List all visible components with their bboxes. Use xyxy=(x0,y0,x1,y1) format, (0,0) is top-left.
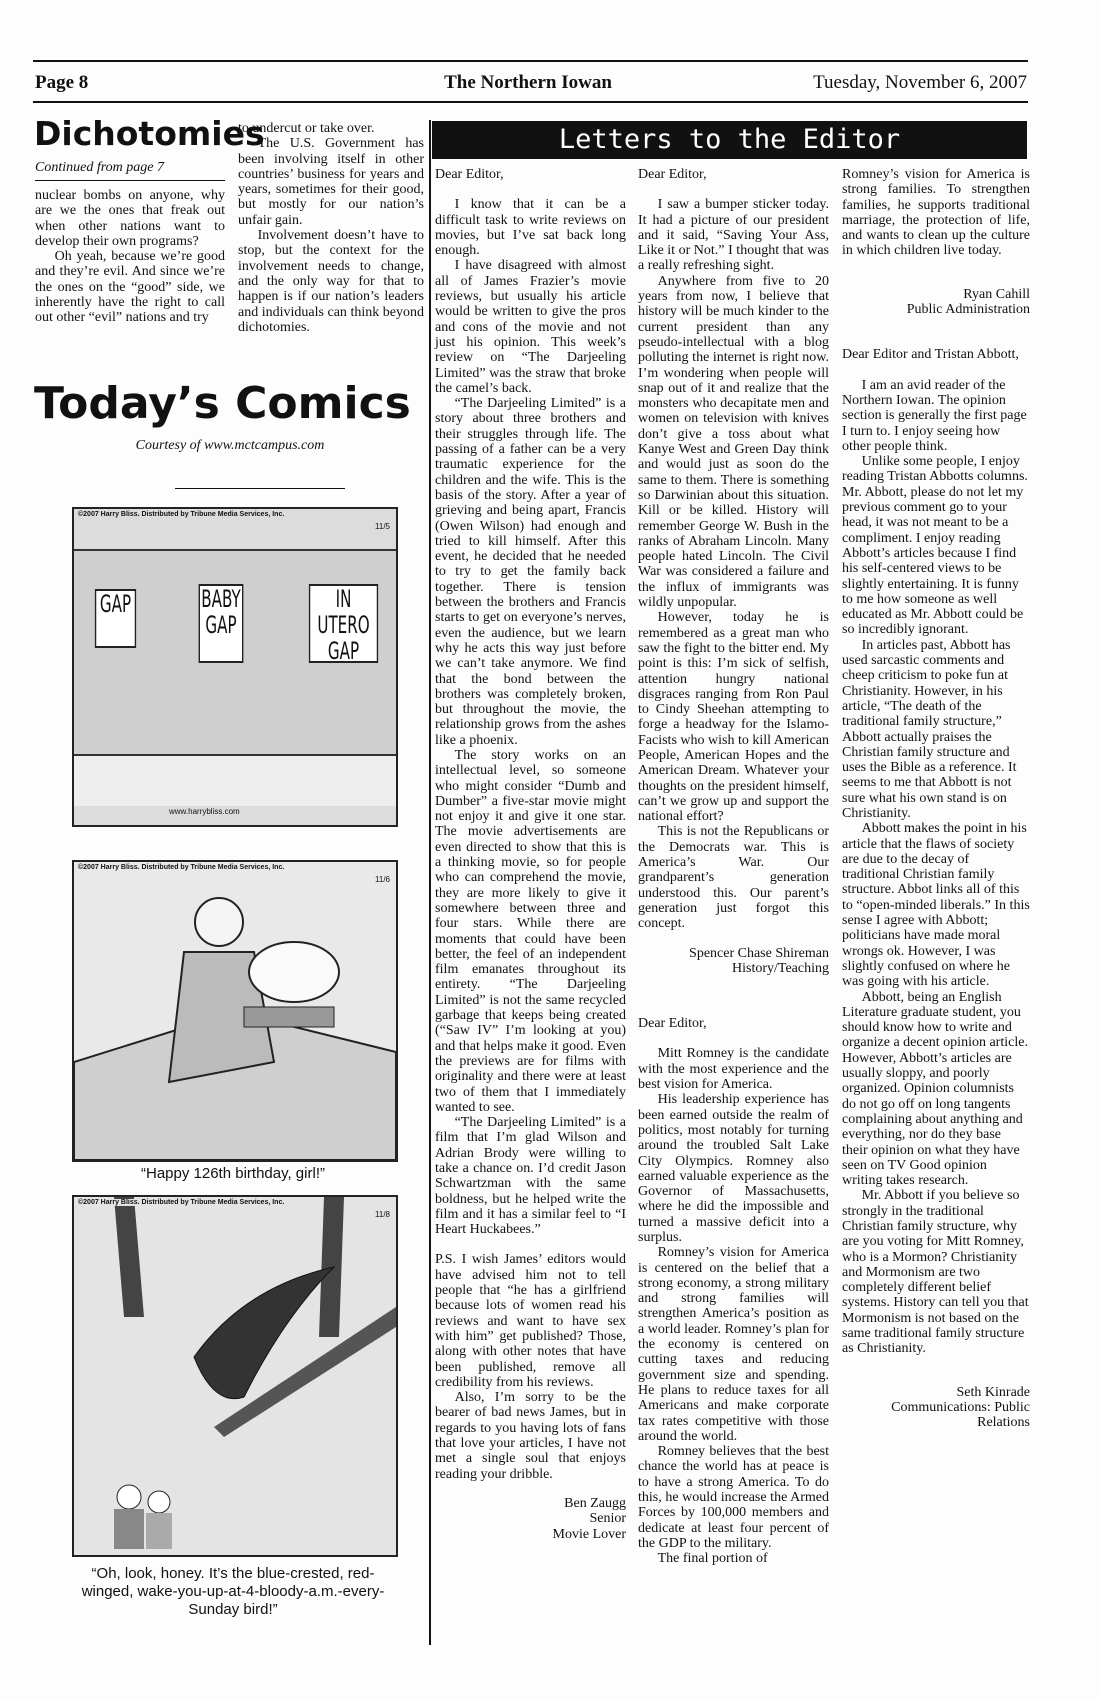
paragraph: Romney’s vision for America is centered on the belief that a strong economy, a strong military and strong families will strengthen America’s position as a world leader. Romney’s plan for the economy is centered on cutting taxes and reducing government size and spending. He plans to reduce taxes for all Americans and make corporate tax rates competitive with those around the world. xyxy=(638,1245,829,1444)
comic-strip-gap xyxy=(72,507,398,827)
paragraph: However, today he is remembered as a great man who saw the fight to the bitter end. My point is this: I’m sick of selfish, attention hungry national disgraces ranging from Ron Paul to Cindy Sheehan attempting to forge a headway for the Islamo-Facists who wish to kill American People, American Hopes and the American Dream. Whatever your thoughts on the president himself, can’t we grow up and support the national effort? xyxy=(638,610,829,825)
comics-headline: Today’s Comics xyxy=(34,378,411,429)
bird-illustration xyxy=(74,1197,396,1555)
issue-date: Tuesday, November 6, 2007 xyxy=(813,72,1027,93)
signature-line: Communications: Public Relations xyxy=(891,1399,1030,1431)
letter-spencer-shireman xyxy=(638,167,829,1567)
paragraph: Involvement doesn’t have to stop, but the context for the involvement needs to change, and the only way for that to happen is if our nation’s leaders and individuals can think beyond dichotomies. xyxy=(238,228,424,335)
comic-date: 11/6 xyxy=(375,875,390,884)
signature xyxy=(435,1496,626,1542)
comic-website: www.harrybliss.com xyxy=(169,807,240,816)
signature-name: Ben Zaugg xyxy=(564,1495,626,1511)
paragraph: I know that it can be a difficult task to write reviews on movies, but I’ve sat back long enough. xyxy=(435,197,626,259)
signature-line: Public Administration xyxy=(906,302,1030,318)
store-sign-gap: GAP xyxy=(95,589,136,648)
paragraph: Abbott, being an English Literature graduate student, you should know how to write and organize a decent opinion article. However, Abbott’s articles are usually sloppy, and poorly organized. Opinion columnists do not go off on long tangents complaining about anything and everything, nor do they base their opinion on what they have seen on TV Good opinion writing takes research. xyxy=(842,989,1028,1189)
sidewalk xyxy=(74,754,396,806)
paragraph: I am an avid reader of the Northern Iowan. The opinion section is generally the first page I turn to. I enjoy seeing how other people think. xyxy=(842,377,1027,454)
dichotomies-col2 xyxy=(238,121,424,335)
paragraph: Romney’s vision for America is strong families. To strengthen families, he supports traditional marriage, the protection of life, and wants to clean up the culture in which children live today. xyxy=(842,167,1030,259)
page-number: Page 8 xyxy=(35,72,89,93)
column-divider xyxy=(429,120,431,1645)
dichotomies-col1 xyxy=(35,188,225,326)
store-sign-in-utero-gap: IN UTERO GAP xyxy=(309,584,378,663)
paragraph: “The Darjeeling Limited” is a film that I’m glad Wilson and Adrian Brody were willing to take a chance on. I’d credit Jason Schwartzman with the same boldness, but he helped write the film and it has a similar feel to “I Heart Huckabees.” xyxy=(435,1115,626,1238)
paragraph: The U.S. Government has been involving itself in other countries’ business for years and years, sometimes for their good, but mostly for our nation’s unfair gain. xyxy=(238,136,424,228)
paragraph: Anywhere from five to 20 years from now, I believe that history will be much kinder to the current president than any pseudo-intellectual with a blog polluting the internet is right now. I’m wondering when people will snap out of it and realize that the monsters who decapitate men and women on television with knives don’t give a toss about what Kanye West and Green Day think and would just as soon do the same to them. There is something so Darwinian about this situation. Kill or be killed. History will remember George W. Bush in the ranks of Abraham Lincoln. Many people hated Lincoln. The Civil War was considered a failure and the influx of immigrants was wildly unpopular. xyxy=(638,273,829,611)
comic-date: 11/5 xyxy=(375,522,390,531)
paragraph: to undercut or take over. xyxy=(238,121,375,136)
paragraph: nuclear bombs on anyone, why are we the ones that freak out when other nations want to develop their own programs? xyxy=(35,188,225,249)
birthday-illustration xyxy=(74,862,396,1160)
paragraph: This is not the Republicans or the Democrats war. This is America’s War. Our grandparent’s generation understood this. Our parent’s generation just forgot this concept. xyxy=(638,824,829,932)
salutation: Dear Editor, xyxy=(638,1016,707,1032)
store-sign-baby-gap: BABY GAP xyxy=(199,584,244,663)
paragraph: Abbott makes the point in his article that the flaws of society are due to the decay of traditional Christian family structure. Abbot links all of this to “open-minded liberals.” In this sense I agree with Abbott; politicians have made moral wrongs ok. However, I was slightly confused on where he was going with his article. xyxy=(842,821,1030,990)
comic-credit: ©2007 Harry Bliss. Distributed by Tribune Media Services, Inc. xyxy=(78,864,285,871)
signature xyxy=(638,946,829,977)
signature-line: History/Teaching xyxy=(732,960,829,976)
salutation: Dear Editor, xyxy=(638,167,707,182)
signature xyxy=(842,1385,1030,1431)
comic-credit: ©2007 Harry Bliss. Distributed by Tribune Media Services, Inc. xyxy=(78,511,285,518)
signature xyxy=(842,287,1030,318)
paragraph: The final portion of xyxy=(657,1551,768,1567)
paragraph: Mitt Romney is the candidate with the most experience and the best vision for America. xyxy=(638,1046,829,1093)
salutation: Dear Editor and Tristan Abbott, xyxy=(842,347,1019,363)
paragraph: Oh yeah, because we’re good and they’re evil. And since we’re the ones on the “good” side, we inherently have the right to call out other “evil” nations and try xyxy=(35,249,225,326)
comic-strip-bird xyxy=(72,1195,398,1557)
dichotomies-headline: Dichotomies xyxy=(34,114,265,153)
paragraph: In articles past, Abbott has used sarcastic comments and cheep criticism to poke fun at Christianity. However, in his article, “The death of the traditional family structure,” Abbott actually praises the Christian family structure and uses the Bible as a reference. It seems to me that Abbott is not sure what his own stand is on Christianity. xyxy=(842,637,1017,821)
paragraph: The story works on an intellectual level, so someone who might consider “Dumb and Dumber” a five-star movie might not enjoy it and give it one star. The movie advertisements are even directed to show that this is a thinking movie, so for people who can comprehend the movie, they are more likely to give it somewhere between three and four stars. While there are moments that could have been better, the feel of an independent film emanates throughout its entirety. “The Darjeeling Limited” is not the same recycled garbage that keeps being created (“Saw IV” I’m looking at you) and that helps make it good. Even the previews are for films with originality and there were at least two of them that I immediately wanted to see. xyxy=(435,747,626,1115)
comic-caption: “Happy 126th birthday, girl!” xyxy=(141,1165,325,1182)
paragraph: His leadership experience has been earned outside the realm of politics, most notably for turning around the troubled Salt Lake City Olympics. Romney also earned valuable experience as the Governor of Massachusetts, where he did the impossible and turned a massive deficit into a surplus. xyxy=(638,1092,829,1245)
paragraph: I have disagreed with almost all of James Frazier’s movie reviews, but usually his article would be written to give the pros and cons of the movie and not just his opinion. This week’s review on “The Darjeeling Limited” was the straw that broke the camel’s back. xyxy=(435,258,626,396)
paragraph: Also, I’m sorry to be the bearer of bad news James, but in regards to you having lots of fans that love your articles, I have not met a single soul that enjoys reading your dribble. xyxy=(435,1390,626,1482)
signature-line: Movie Lover xyxy=(552,1526,626,1542)
comic-strip-birthday xyxy=(72,860,398,1162)
comic-caption: “Oh, look, honey. It’s the blue-crested, red-winged, wake-you-up-at-4-bloody-a.m.-every-Sunday bird!” xyxy=(81,1565,385,1618)
letter-column-3 xyxy=(842,167,1030,1431)
letters-title: Letters to the Editor xyxy=(558,124,901,155)
continued-from: Continued from page 7 xyxy=(35,160,164,175)
paragraph: Mr. Abbott if you believe so strongly in the traditional Christian family structure, why are you voting for Mitt Romney, who is a Mormon? Christianity and Mormonism are two completely different belief systems. History can tell you that Mormonism is not based on the same traditional family structure as Christianity. xyxy=(842,1188,1029,1357)
letters-banner xyxy=(432,121,1027,159)
top-rule xyxy=(33,60,1028,62)
signature-name: Seth Kinrade xyxy=(956,1384,1030,1400)
signature-line: Senior xyxy=(589,1511,626,1527)
comic-date: 11/8 xyxy=(375,1210,390,1219)
comics-courtesy: Courtesy of www.mctcampus.com xyxy=(135,438,325,453)
signature-name: Ryan Cahill xyxy=(963,286,1030,302)
paragraph: P.S. I wish James’ editors would have advised him not to tell people that “he has a girlfriend because lots of women read his reviews and want to have sex with him” get published? Those, along with other notes that have been published, remove all credibility from his reviews. xyxy=(435,1252,626,1390)
paragraph: “The Darjeeling Limited” is a story about three brothers and their struggles through life. The passing of a father can be a very traumatic experience for the children and the wife. This is the basis of the story. After a year of grieving and being apart, Francis (Owen Wilson) had enough and tried to kill himself. After this event, he decided that he needed to try to get the family back together. There is tension between the brothers and Francis starts to get on everyone’s nerves, even the audience, but we learn why he acts this way just before we can’t take anymore. We find that the bond between the brothers was completely broken, but throughout the movie, the relationship grows from the ashes like a phoenix. xyxy=(435,396,626,748)
paragraph: Romney believes that the best chance the world has at peace is to have a strong America. To do this, he would increase the Armed Forces by 100,000 members and dedicate at least four percent of the GDP to the military. xyxy=(638,1444,829,1551)
comics-rule xyxy=(175,488,345,489)
letter-ben-zaugg xyxy=(435,167,626,1542)
comic-credit: ©2007 Harry Bliss. Distributed by Tribune Media Services, Inc. xyxy=(78,1199,285,1206)
paper-name: The Northern Iowan xyxy=(444,72,612,93)
paragraph: I saw a bumper sticker today. It had a picture of our president and it said, “Saving Your Ass, Like it or Not.” I thought that was a really refreshing sight. xyxy=(638,197,829,274)
salutation: Dear Editor, xyxy=(435,167,504,182)
continued-rule xyxy=(35,180,225,181)
signature-name: Spencer Chase Shireman xyxy=(689,945,829,961)
paragraph: Unlike some people, I enjoy reading Tristan Abbotts columns. Mr. Abbott, please do not let my previous comment go to your head, it was not meant to be a compliment. I enjoy reading Abbott’s articles because I find his self-centered views to be slightly entertaining. It is funny to me how someone as well educated as Mr. Abbott could be so incredibly ignorant. xyxy=(842,454,1028,638)
header-rule xyxy=(33,101,1028,103)
